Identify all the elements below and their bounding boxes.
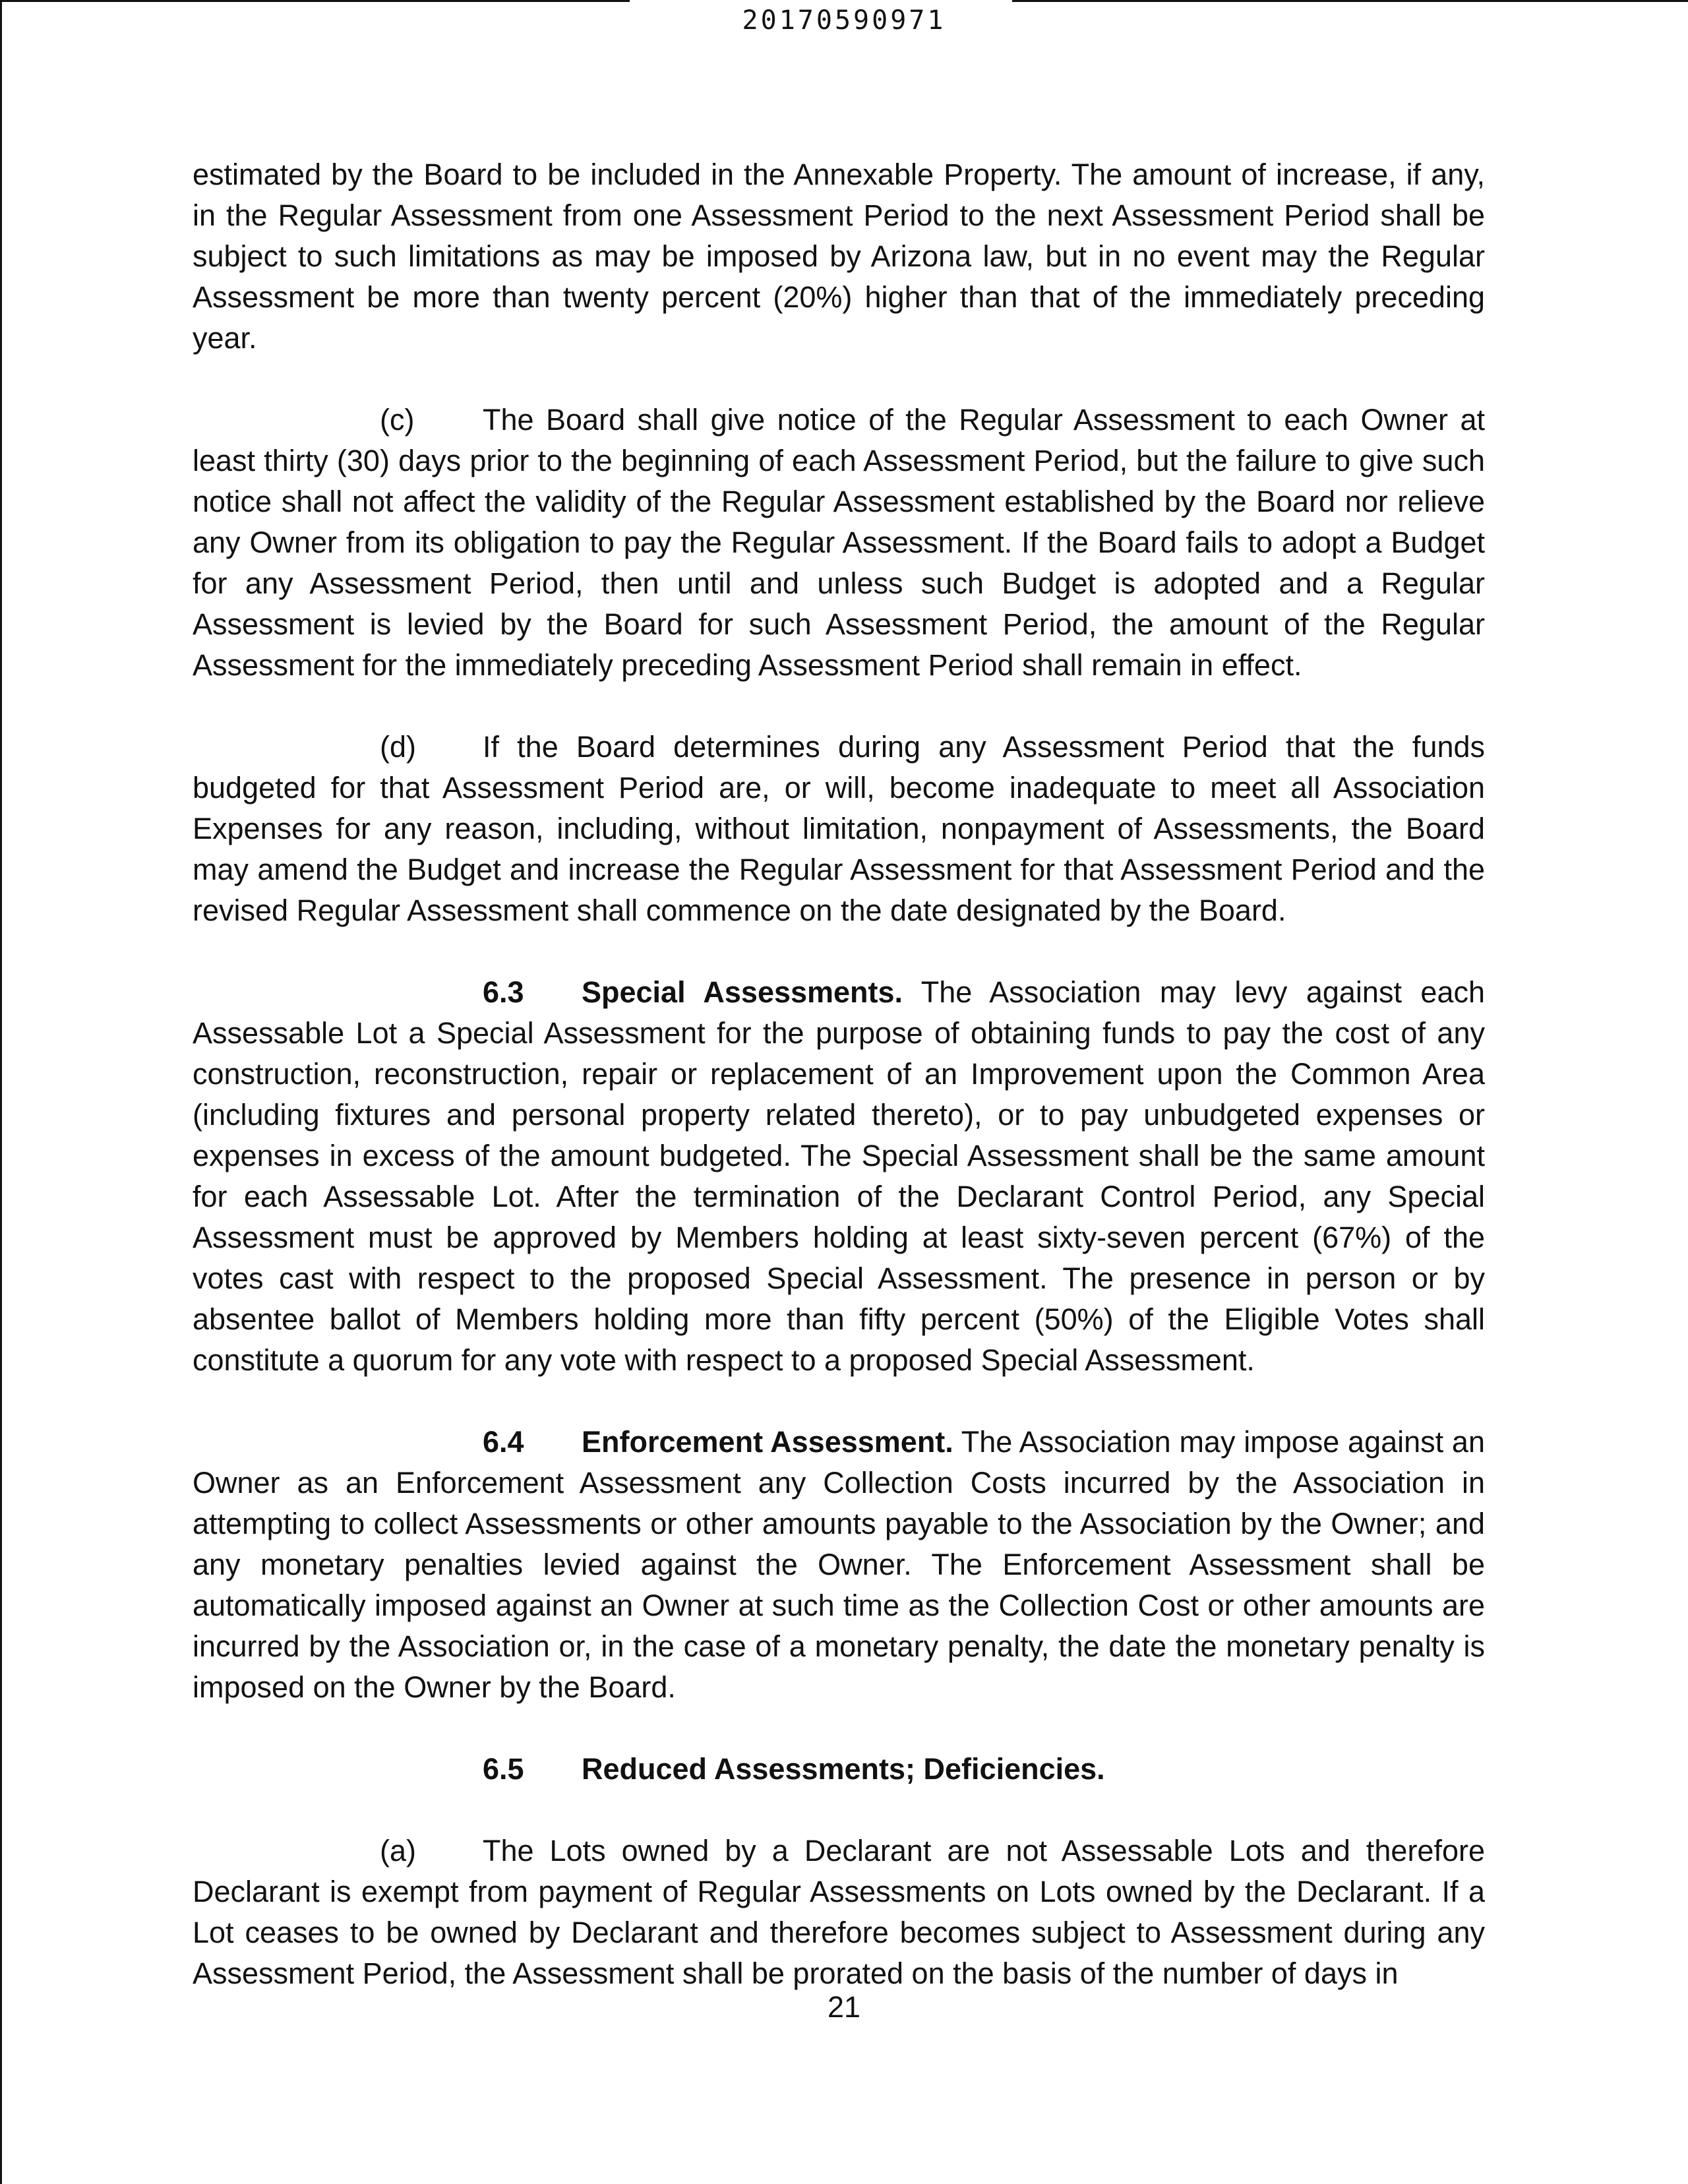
section-title-6-3: Special Assessments. <box>582 975 903 1009</box>
paragraph-a <box>193 1831 1485 1994</box>
section-text-6-3: The Association may levy against each Assessable Lot a Special Assessment for the purpose of obtaining funds to pay the cost of any construction, reconstruction, repair or replacement of an Improvement upon the Common Area (including fixtures and personal property related thereto), or to pay unbudgeted expenses or expenses in excess of the amount budgeted. The Special Assessment shall be the same amount for each Assessable Lot. After the termination of the Declarant Control Period, any Special Assessment must be approved by Members holding at least sixty-seven percent (67%) of the votes cast with respect to the proposed Special Assessment. The presence in person or by absentee ballot of Members holding more than fifty percent (50%) of the Eligible Votes shall constitute a quorum for any vote with respect to a proposed Special Assessment. <box>193 975 1485 1377</box>
section-number-6-3: 6.3 <box>483 975 524 1009</box>
document-body <box>193 154 1485 2035</box>
section-title-6-5: Reduced Assessments; Deficiencies. <box>582 1752 1105 1786</box>
section-text-6-4: The Association may impose against an Owner as an Enforcement Assessment any Collection Costs incurred by the Association in attempting to collect Assessments or other amounts payable to the Association by the Owner; and any monetary penalties levied against the Owner. The Enforcement Assessment shall be automatically imposed against an Owner at such time as the Collection Cost or other amounts are incurred by the Association or, in the case of a monetary penalty, the date the monetary penalty is imposed on the Owner by the Board. <box>193 1425 1485 1704</box>
section-6-5-heading <box>193 1749 1485 1790</box>
subsection-label-a: (a) <box>380 1834 416 1867</box>
subsection-text-c: The Board shall give notice of the Regular Assessment to each Owner at least thirty (30) days prior to the beginning of each Assessment Period, but the failure to give such notice shall not affect the validity of the Regular Assessment established by the Board nor relieve any Owner from its obligation to pay the Regular Assessment. If the Board fails to adopt a Budget for any Assessment Period, then until and unless such Budget is adopted and a Regular Assessment is levied by the Board for such Assessment Period, the amount of the Regular Assessment for the immediately preceding Assessment Period shall remain in effect. <box>193 403 1485 682</box>
scan-top-border-right <box>1012 0 1688 2</box>
paragraph-c <box>193 400 1485 686</box>
section-number-6-4: 6.4 <box>483 1425 524 1459</box>
section-6-3 <box>193 972 1485 1381</box>
subsection-text-d: If the Board determines during any Assessment Period that the funds budgeted for that Assessment Period are, or will, become inadequate to meet all Association Expenses for any reason, including, without limitation, nonpayment of Assessments, the Board may amend the Budget and increase the Regular Assessment for that Assessment Period and the revised Regular Assessment shall commence on the date designated by the Board. <box>193 730 1485 927</box>
section-number-6-5: 6.5 <box>483 1752 524 1786</box>
page-number: 21 <box>827 1990 861 2024</box>
recording-number: 20170590971 <box>742 5 946 36</box>
section-6-4 <box>193 1422 1485 1708</box>
subsection-text-a: The Lots owned by a Declarant are not Assessable Lots and therefore Declarant is exempt from payment of Regular Assessments on Lots owned by the Declarant. If a Lot ceases to be owned by Declarant and therefore becomes subject to Assessment during any Assessment Period, the Assessment shall be prorated on the basis of the number of days in <box>193 1834 1485 1990</box>
subsection-label-c: (c) <box>380 403 415 437</box>
paragraph-continuation: estimated by the Board to be included in the Annexable Property. The amount of increase, if any, in the Regular Assessment from one Assessment Period to the next Assessment Period shall be subject to such limitations as may be imposed by Arizona law, but in no event may the Regular Assessment be more than twenty percent (20%) higher than that of the immediately preceding year. <box>193 158 1485 355</box>
scan-top-border-left <box>0 0 630 2</box>
subsection-label-d: (d) <box>380 730 416 764</box>
section-title-6-4: Enforcement Assessment. <box>582 1425 953 1459</box>
paragraph-d <box>193 727 1485 931</box>
scan-left-border <box>0 0 2 2184</box>
